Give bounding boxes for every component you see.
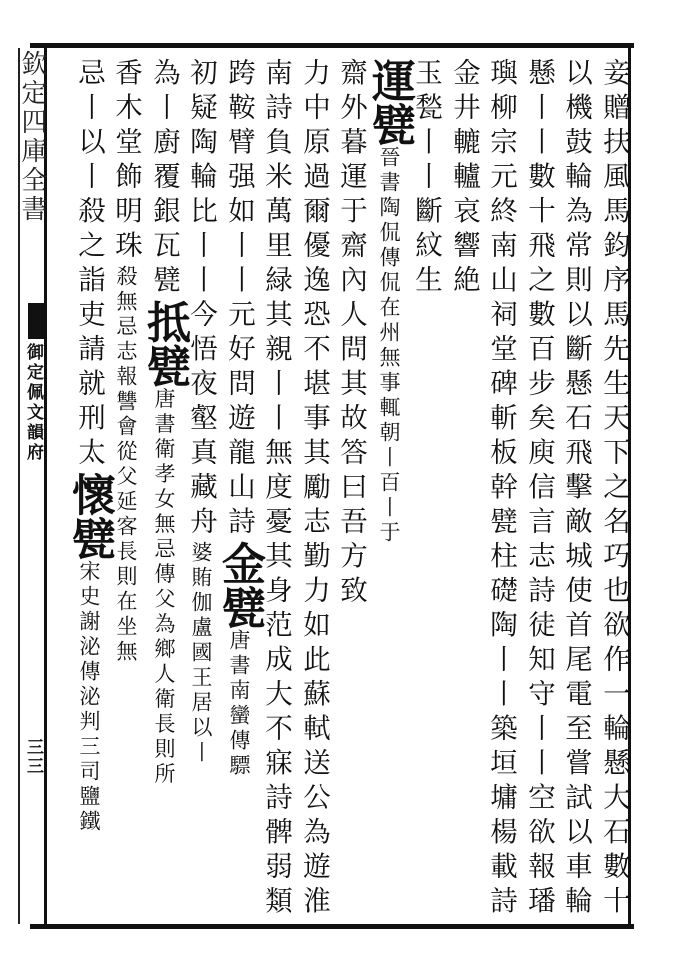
column-text: 妾贈扶風馬鈞序馬先生天下之名巧也欲作一輪懸大石數十 [598, 58, 630, 921]
column-text: 香木堂飾明珠 [110, 58, 142, 265]
column-text: 跨鞍臂强如丨丨元好問遊龍山詩 [223, 58, 255, 541]
annotation-text: 婆賄伽盧國王居以丨 [189, 541, 213, 766]
column-text: 璵柳宗元終南山祠堂碑斬板幹甓柱礎陶丨丨築垣墉楊載詩 [485, 58, 517, 921]
text-column-5 [444, 58, 484, 920]
column-text: 為丨廚覆銀瓦甓 [148, 58, 180, 300]
column-text: 忌丨以丨殺之詣吏請就刑太 [73, 58, 105, 472]
column-text: 以機鼓輪為常則以斷懸石飛擊敵城使首尾電至嘗試以車輪 [560, 58, 592, 921]
text-column-1 [594, 58, 634, 920]
text-column-12 [181, 58, 221, 920]
bottom-border-rule [30, 924, 634, 929]
annotation-text: 殺無忌志報讐會從父延客長則在坐無 [114, 265, 138, 665]
text-column-8 [331, 58, 371, 920]
text-column-4 [481, 58, 521, 920]
column-text: 懸丨丨數十飛之數百步矣庾信言志詩徒知守丨丨空欲報璠 [523, 58, 555, 921]
headword: 懷甓 [64, 472, 115, 560]
folio-number: 三三 [23, 738, 43, 776]
text-column-2 [556, 58, 596, 920]
column-text: 玉 [410, 58, 442, 93]
book-title: 欽定四庫全書 [17, 50, 47, 224]
fish-tail-mark [28, 303, 46, 339]
text-column-7 [364, 58, 415, 920]
annotation-text: 唐書南蠻傳驃 [227, 629, 251, 779]
text-column-15 [64, 58, 115, 920]
text-column-6 [406, 58, 446, 920]
sub-title: 御定佩文韻府 [23, 343, 43, 463]
annotation-text: 唐書衛孝女無忌傳父為鄉人衛長則所 [152, 387, 176, 788]
text-column-13 [139, 58, 190, 920]
headword: 運甓 [364, 58, 415, 146]
column-text: 齋外暮運于齋內人問其故答曰吾方致 [335, 58, 367, 610]
text-column-9 [294, 58, 334, 920]
text-column-10 [256, 58, 296, 920]
headword: 抵甓 [139, 299, 190, 388]
column-text: 甃丨丨斷紋生 [410, 92, 442, 300]
column-text: 南詩負米萬里緑其親丨丨無度憂其身范成大不寐詩髀弱類 [260, 58, 292, 921]
column-text: 初疑陶輪比丨丨今悟夜壑真藏舟 [185, 58, 217, 541]
annotation-text: 宋史謝泌傳泌判三司鹽鐵 [77, 560, 101, 835]
column-text: 金井轆轤哀響絶 [448, 58, 480, 300]
column-text: 力中原過爾優逸恐不堪事其勵志勤力如此蘇軾送公為遊淮 [298, 58, 330, 921]
annotation-text: 晉書陶侃傳侃在州無事輒朝丨百丨于 [377, 146, 401, 546]
text-column-3 [519, 58, 559, 920]
text-column-11 [214, 58, 265, 920]
top-border-rule [30, 43, 634, 48]
headword: 金甓 [214, 541, 265, 629]
